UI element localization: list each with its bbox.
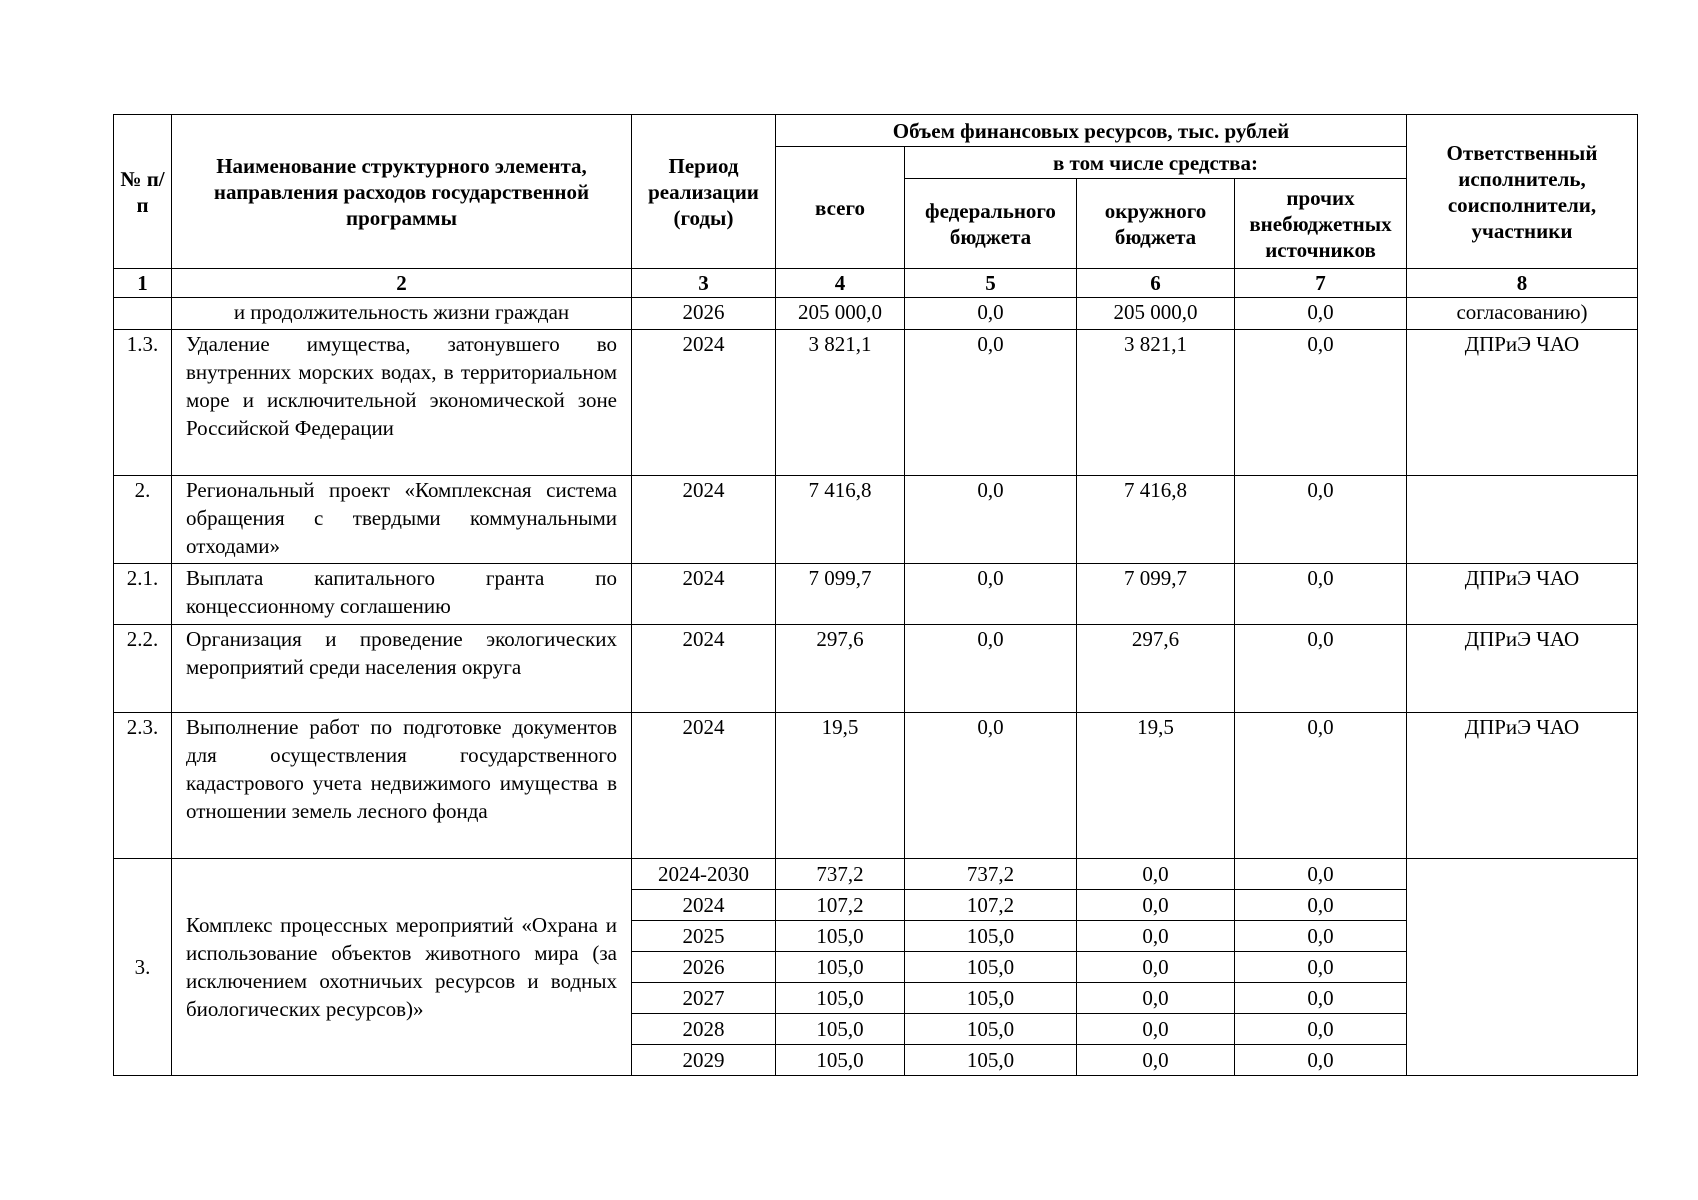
header-volume: Объем финансовых ресурсов, тыс. рублей <box>776 115 1407 147</box>
column-number: 7 <box>1235 269 1407 298</box>
row-period: 2024 <box>632 713 776 859</box>
complex-district: 0,0 <box>1077 859 1235 890</box>
row-period: 2024 <box>632 625 776 713</box>
row-other: 0,0 <box>1235 564 1407 625</box>
complex-district: 0,0 <box>1077 952 1235 983</box>
row-federal: 0,0 <box>905 564 1077 625</box>
table-row <box>114 564 1638 625</box>
row-num: 2.3. <box>114 713 172 859</box>
row-num: 2.1. <box>114 564 172 625</box>
complex-federal: 105,0 <box>905 1014 1077 1045</box>
complex-other: 0,0 <box>1235 952 1407 983</box>
header-responsible: Ответственный исполнитель, соисполнители, участники <box>1407 115 1638 269</box>
complex-period: 2025 <box>632 921 776 952</box>
complex-federal: 105,0 <box>905 952 1077 983</box>
table-row <box>114 330 1638 476</box>
row-other: 0,0 <box>1235 713 1407 859</box>
complex-total: 105,0 <box>776 983 905 1014</box>
complex-row <box>114 859 1638 890</box>
row-district: 205 000,0 <box>1077 298 1235 330</box>
complex-period: 2026 <box>632 952 776 983</box>
row-other: 0,0 <box>1235 330 1407 476</box>
table-row <box>114 713 1638 859</box>
column-number: 8 <box>1407 269 1638 298</box>
header-federal: федерального бюджета <box>905 179 1077 269</box>
row-total: 3 821,1 <box>776 330 905 476</box>
table-row <box>114 298 1638 330</box>
row-other: 0,0 <box>1235 476 1407 564</box>
row-total: 7 099,7 <box>776 564 905 625</box>
complex-other: 0,0 <box>1235 890 1407 921</box>
row-other: 0,0 <box>1235 625 1407 713</box>
row-responsible: ДПРиЭ ЧАО <box>1407 564 1638 625</box>
complex-responsible <box>1407 859 1638 1076</box>
complex-district: 0,0 <box>1077 983 1235 1014</box>
financing-table <box>113 114 1638 1076</box>
complex-district: 0,0 <box>1077 890 1235 921</box>
complex-period: 2029 <box>632 1045 776 1076</box>
row-name: Организация и проведение экологических мероприятий среди населения округа <box>172 625 632 713</box>
row-responsible: согласованию) <box>1407 298 1638 330</box>
row-district: 19,5 <box>1077 713 1235 859</box>
complex-total: 105,0 <box>776 1014 905 1045</box>
column-number: 2 <box>172 269 632 298</box>
row-period: 2024 <box>632 564 776 625</box>
row-total: 7 416,8 <box>776 476 905 564</box>
complex-federal: 105,0 <box>905 1045 1077 1076</box>
header-district: окружного бюджета <box>1077 179 1235 269</box>
complex-total: 107,2 <box>776 890 905 921</box>
row-district: 3 821,1 <box>1077 330 1235 476</box>
row-num: 2. <box>114 476 172 564</box>
table-row <box>114 625 1638 713</box>
row-period: 2026 <box>632 298 776 330</box>
table-row <box>114 476 1638 564</box>
complex-other: 0,0 <box>1235 1045 1407 1076</box>
row-num <box>114 298 172 330</box>
complex-total: 105,0 <box>776 952 905 983</box>
row-federal: 0,0 <box>905 625 1077 713</box>
complex-other: 0,0 <box>1235 1014 1407 1045</box>
complex-name: Комплекс процессных мероприятий «Охрана и использование объектов животного мира (за исключением охотничьих ресурсов и водных биологических ресурсов)» <box>172 859 632 1076</box>
complex-other: 0,0 <box>1235 983 1407 1014</box>
row-responsible: ДПРиЭ ЧАО <box>1407 713 1638 859</box>
complex-total: 105,0 <box>776 921 905 952</box>
complex-total: 737,2 <box>776 859 905 890</box>
complex-period: 2024 <box>632 890 776 921</box>
row-total: 19,5 <box>776 713 905 859</box>
row-responsible: ДПРиЭ ЧАО <box>1407 330 1638 476</box>
column-number: 3 <box>632 269 776 298</box>
row-total: 205 000,0 <box>776 298 905 330</box>
row-federal: 0,0 <box>905 298 1077 330</box>
complex-district: 0,0 <box>1077 1045 1235 1076</box>
row-period: 2024 <box>632 476 776 564</box>
column-number: 4 <box>776 269 905 298</box>
complex-other: 0,0 <box>1235 921 1407 952</box>
row-period: 2024 <box>632 330 776 476</box>
row-num: 1.3. <box>114 330 172 476</box>
complex-other: 0,0 <box>1235 859 1407 890</box>
row-other: 0,0 <box>1235 298 1407 330</box>
complex-num: 3. <box>114 859 172 1076</box>
header-name: Наименование структурного элемента, направления расходов государственной программы <box>172 115 632 269</box>
row-district: 7 099,7 <box>1077 564 1235 625</box>
row-name: Выплата капитального гранта по концессионному соглашению <box>172 564 632 625</box>
column-number: 5 <box>905 269 1077 298</box>
complex-federal: 107,2 <box>905 890 1077 921</box>
row-name: и продолжительность жизни граждан <box>172 298 632 330</box>
row-name: Выполнение работ по подготовке документов для осуществления государственного кадастрового учета недвижимого имущества в отношении земель лесного фонда <box>172 713 632 859</box>
row-federal: 0,0 <box>905 713 1077 859</box>
complex-period: 2028 <box>632 1014 776 1045</box>
row-total: 297,6 <box>776 625 905 713</box>
row-responsible <box>1407 476 1638 564</box>
complex-federal: 737,2 <box>905 859 1077 890</box>
complex-period: 2027 <box>632 983 776 1014</box>
row-name: Удаление имущества, затонувшего во внутренних морских водах, в территориальном море и исключительной экономической зоне Российской Федерации <box>172 330 632 476</box>
header-total: всего <box>776 147 905 269</box>
row-federal: 0,0 <box>905 476 1077 564</box>
complex-total: 105,0 <box>776 1045 905 1076</box>
row-federal: 0,0 <box>905 330 1077 476</box>
complex-federal: 105,0 <box>905 983 1077 1014</box>
row-name: Региональный проект «Комплексная система обращения с твердыми коммунальными отходами» <box>172 476 632 564</box>
column-number: 6 <box>1077 269 1235 298</box>
header-including: в том числе средства: <box>905 147 1407 179</box>
row-district: 7 416,8 <box>1077 476 1235 564</box>
complex-federal: 105,0 <box>905 921 1077 952</box>
header-other: прочих внебюджетных источников <box>1235 179 1407 269</box>
column-numbers-row <box>114 269 1638 298</box>
header-period: Период реализации (годы) <box>632 115 776 269</box>
row-district: 297,6 <box>1077 625 1235 713</box>
column-number: 1 <box>114 269 172 298</box>
row-responsible: ДПРиЭ ЧАО <box>1407 625 1638 713</box>
complex-district: 0,0 <box>1077 921 1235 952</box>
complex-district: 0,0 <box>1077 1014 1235 1045</box>
header-num: № п/п <box>114 115 172 269</box>
row-num: 2.2. <box>114 625 172 713</box>
complex-period: 2024-2030 <box>632 859 776 890</box>
